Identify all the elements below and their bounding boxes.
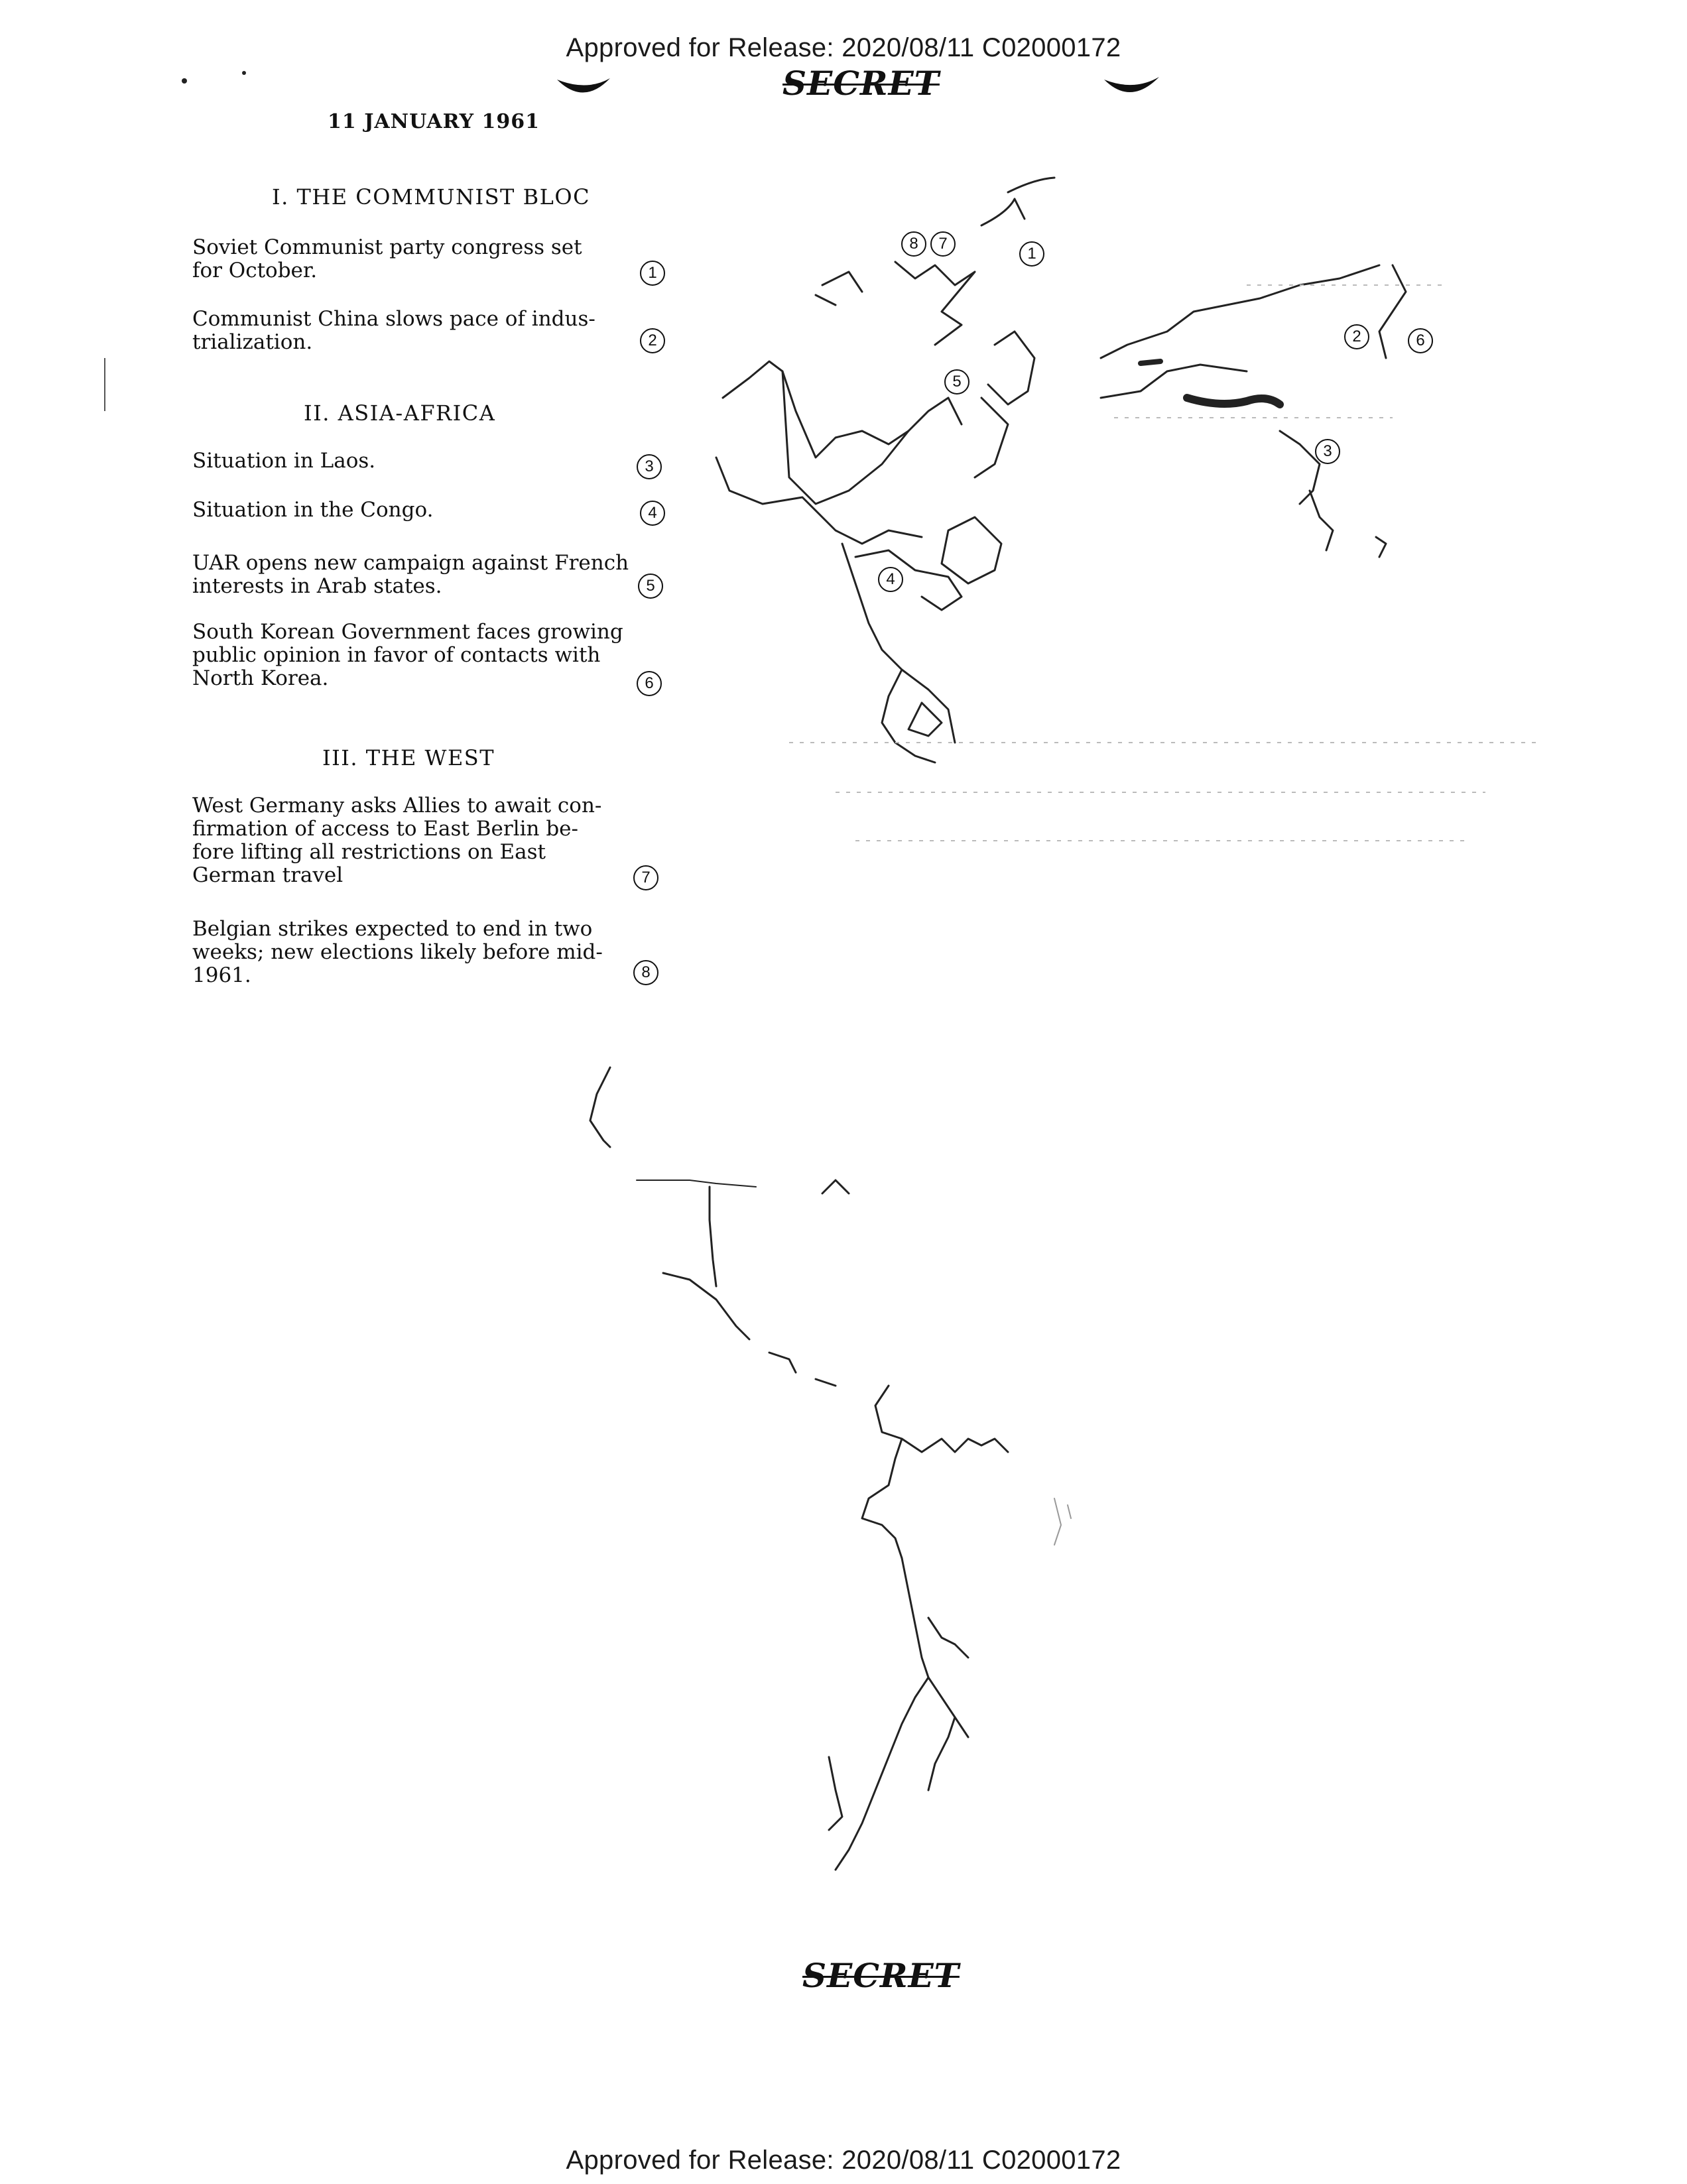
map-coast-panama [769,1353,836,1386]
map-border-ussr-south [1101,265,1379,358]
map-coast-korea-manchuria [1379,265,1406,358]
section-title-the-west: III. THE WEST [322,745,495,770]
map-coast-chile [836,1677,928,1870]
map-marker-7: 7 [930,231,956,257]
map-border-colombia-peru [862,1439,902,1558]
map-coast-west-africa [716,457,922,544]
item-uar-campaign: UAR opens new campaign against French interests in Arab states. [192,551,629,598]
document-date: 11 JANUARY 1961 [328,110,540,133]
map-island-philippines [1376,537,1386,557]
map-border-congo [855,550,962,610]
map-border-argentina [928,1717,955,1790]
map-border-iran-afghan [1101,365,1247,398]
map-marker-5: 5 [944,369,969,394]
map-coast-middle-east [988,332,1034,404]
map-border-china-india [1187,398,1280,404]
classification-top: SECRET [782,64,940,103]
map-coast-scandinavia [981,178,1054,225]
map-marker-2: 2 [1344,324,1369,349]
marker-5: 5 [638,574,663,599]
marker-6: 6 [637,671,662,696]
map-border-rhodesia [908,703,942,736]
section-title-communist-bloc: I. THE COMMUNIST BLOC [272,184,591,210]
map-coast-california [590,1067,610,1147]
map-island-caribbean [822,1180,849,1193]
classification-bottom: SECRET [802,1956,960,1995]
map-coast-indochina [1310,491,1333,550]
map-coast-patagonia [829,1757,842,1830]
map-scan-lines [789,285,1538,841]
map-coast-brazil-east [1054,1498,1071,1545]
marker-4: 4 [640,501,665,526]
map-border-southern-africa [882,670,935,762]
item-china-industrialization: Communist China slows pace of indus- trialization. [192,307,595,354]
item-laos: Situation in Laos. [192,449,376,473]
map-coast-central-america [663,1273,749,1339]
marker-3: 3 [637,454,662,479]
marker-1: 1 [640,261,665,286]
map-marker-1: 1 [1019,241,1044,267]
map-border-southeast-asia [1280,431,1320,504]
item-soviet-party-congress: Soviet Communist party congress set for October. [192,235,582,282]
item-belgian-strikes: Belgian strikes expected to end in two weeks; new elections likely before mid- 1961. [192,917,603,987]
map-coast-britain [816,272,862,305]
map-border-arabia [975,398,1008,477]
map-border-kashmir [1141,361,1160,363]
map-marker-8: 8 [901,231,926,257]
item-congo: Situation in the Congo. [192,498,434,522]
release-stamp-bottom: Approved for Release: 2020/08/11 C02000172 [566,2146,1121,2175]
map-coast-north-europe [895,262,975,345]
map-marker-4: 4 [878,567,903,592]
map-marker-3: 3 [1315,439,1340,464]
release-stamp-top: Approved for Release: 2020/08/11 C02000172 [566,33,1121,62]
section-title-asia-africa: II. ASIA-AFRICA [304,400,496,426]
map-marker-6: 6 [1408,328,1433,353]
map-border-us-mexico [637,1180,756,1187]
marker-7: 7 [633,865,658,890]
marker-8: 8 [633,960,658,985]
map-border-north-africa [723,361,962,457]
map-border-texas [710,1187,716,1286]
map-border-east-africa [942,517,1001,583]
map-border-paraguay [928,1618,968,1658]
item-south-korea: South Korean Government faces growing public opinion in favor of contacts with North Korea. [192,620,623,690]
item-west-germany: West Germany asks Allies to await con- firmation of access to East Berlin be- fore lifting all restrictions on East German travel [192,794,602,887]
map-coast-north-south-america [875,1386,1008,1452]
map-border-sahara [782,371,908,504]
marker-2: 2 [640,328,665,353]
